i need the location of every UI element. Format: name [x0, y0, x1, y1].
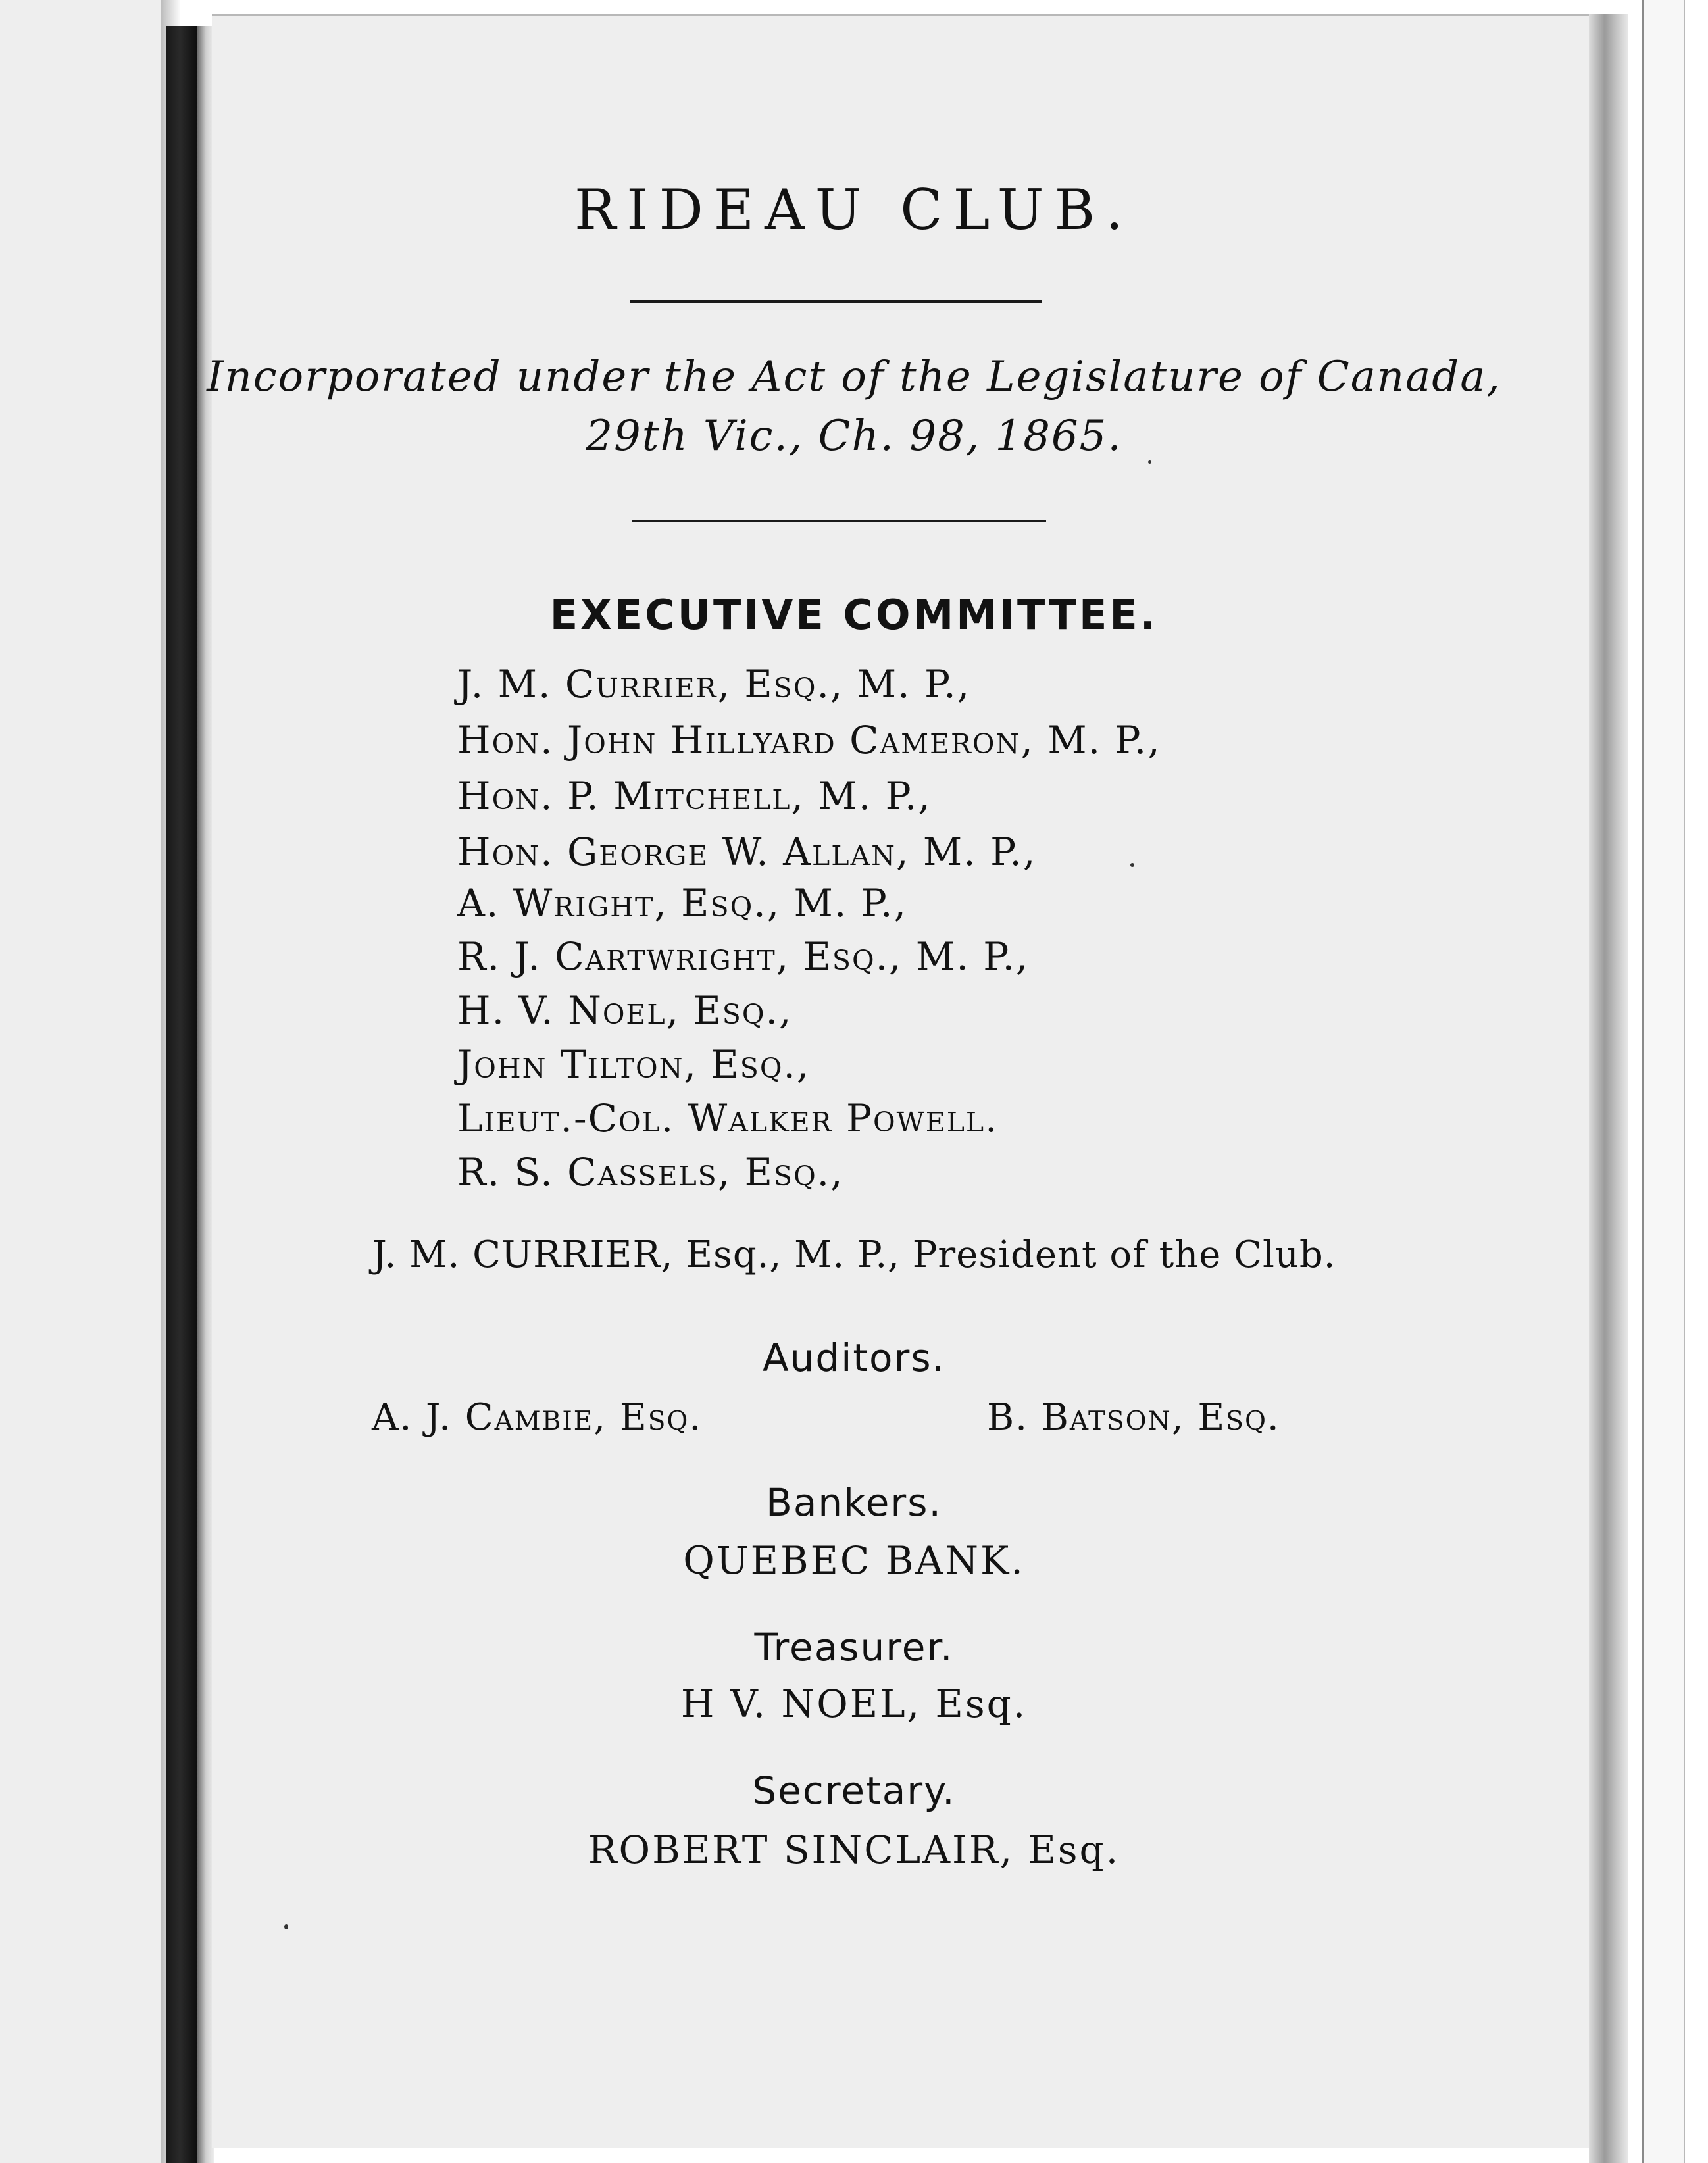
- committee-member: Hon. P. Mitchell, M. P.,: [457, 774, 932, 818]
- committee-member: A. Wright, Esq., M. P.,: [457, 881, 907, 926]
- secretary-name: ROBERT SINCLAIR, Esq.: [588, 1827, 1120, 1872]
- page-title: RIDEAU CLUB.: [574, 178, 1134, 242]
- incorporation-rule: [632, 520, 1046, 522]
- auditors-heading: Auditors.: [762, 1335, 946, 1380]
- committee-member: J. M. Currier, Esq., M. P.,: [457, 662, 971, 707]
- committee-member: R. J. Cartwright, Esq., M. P.,: [457, 934, 1030, 979]
- title-rule: [630, 300, 1042, 303]
- treasurer-heading: Treasurer.: [754, 1625, 954, 1670]
- committee-member: Hon. George W. Allan, M. P.,: [457, 830, 1037, 874]
- scan-speck: [284, 1924, 288, 1929]
- bankers-heading: Bankers.: [766, 1480, 942, 1525]
- incorporation-line-2: 29th Vic., Ch. 98, 1865.: [586, 412, 1122, 460]
- scan-speck: [1130, 863, 1134, 867]
- committee-member: R. S. Cassels, Esq.,: [457, 1150, 844, 1195]
- scan-speck: [1148, 460, 1151, 464]
- auditor-name: B. Batson, Esq.: [987, 1396, 1280, 1439]
- committee-member: H. V. Noel, Esq.,: [457, 988, 793, 1033]
- bank-name: QUEBEC BANK.: [683, 1538, 1025, 1583]
- committee-member: Hon. John Hillyard Cameron, M. P.,: [457, 718, 1161, 762]
- committee-member: Lieut.-Col. Walker Powell.: [457, 1096, 999, 1141]
- incorporation-line-1: Incorporated under the Act of the Legislature of Canada,: [207, 353, 1501, 401]
- club-president: J. M. CURRIER, Esq., M. P., President of the Club.: [372, 1233, 1336, 1276]
- treasurer-name: H V. NOEL, Esq.: [680, 1681, 1028, 1726]
- executive-committee-heading: EXECUTIVE COMMITTEE.: [549, 591, 1159, 639]
- committee-member: John Tilton, Esq.,: [457, 1042, 811, 1087]
- auditor-name: A. J. Cambie, Esq.: [372, 1396, 703, 1439]
- secretary-heading: Secretary.: [752, 1768, 956, 1813]
